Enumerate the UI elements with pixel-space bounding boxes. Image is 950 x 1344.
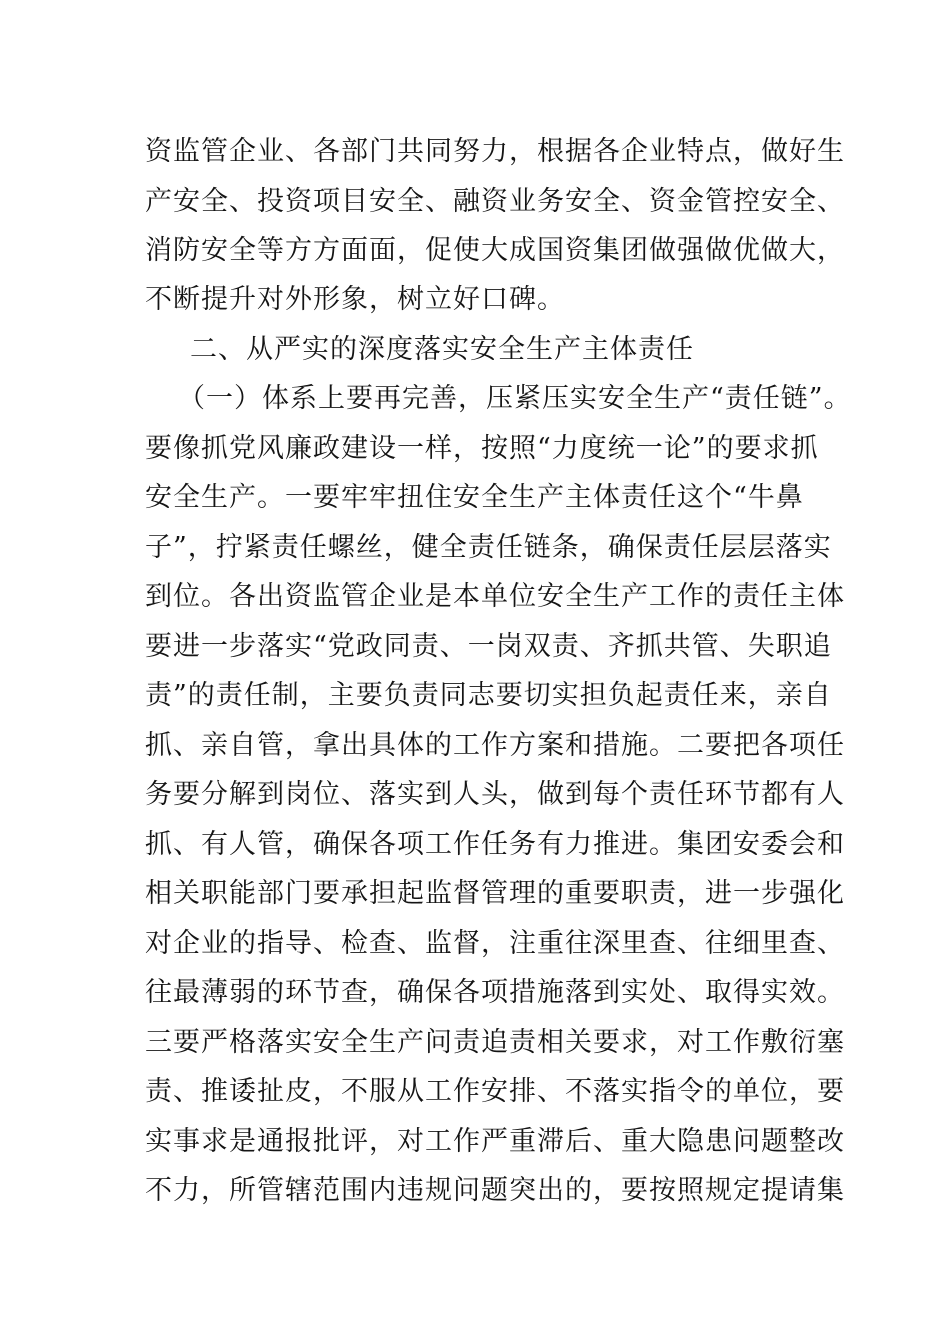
paragraph-line: 务要分解到岗位、落实到人头，做到每个责任环节都有人: [145, 779, 845, 810]
subsection-heading-line: （一）体系上要再完善，压紧压实安全生产“责任链”。: [178, 383, 852, 414]
paragraph-line: 到位。各出资监管企业是本单位安全生产工作的责任主体: [145, 581, 845, 612]
paragraph-line: 不力，所管辖范围内违规问题突出的，要按照规定提请集: [145, 1175, 845, 1206]
paragraph-line: 三要严格落实安全生产问责追责相关要求，对工作敷衍塞: [145, 1027, 845, 1058]
paragraph-line: 要像抓党风廉政建设一样，按照“力度统一论”的要求抓: [145, 433, 819, 464]
paragraph-line: 要进一步落实“党政同责、一岗双责、齐抓共管、失职追: [145, 631, 832, 662]
section-heading: 二、从严实的深度落实安全生产主体责任: [190, 334, 694, 365]
paragraph-line: 不断提升对外形象，树立好口碑。: [145, 284, 565, 315]
paragraph-line: 责”的责任制，主要负责同志要切实担负起责任来，亲自: [145, 680, 832, 711]
paragraph-line: 实事求是通报批评，对工作严重滞后、重大隐患问题整改: [145, 1126, 845, 1157]
paragraph-line: 消防安全等方方面面，促使大成国资集团做强做优做大，: [145, 235, 845, 266]
paragraph-line: 对企业的指导、检查、监督，注重往深里查、往细里查、: [145, 928, 845, 959]
paragraph-line: 安全生产。一要牢牢扭住安全生产主体责任这个“牛鼻: [145, 482, 804, 513]
paragraph-line: 抓、有人管，确保各项工作任务有力推进。集团安委会和: [145, 829, 845, 860]
paragraph-line: 责、推诿扯皮，不服从工作安排、不落实指令的单位，要: [145, 1076, 845, 1107]
paragraph-line: 相关职能部门要承担起监督管理的重要职责，进一步强化: [145, 878, 845, 909]
paragraph-line: 往最薄弱的环节查，确保各项措施落到实处、取得实效。: [145, 977, 845, 1008]
paragraph-line: 子”，拧紧责任螺丝，健全责任链条，确保责任层层落实: [145, 532, 832, 563]
paragraph-line: 产安全、投资项目安全、融资业务安全、资金管控安全、: [145, 186, 845, 217]
paragraph-line: 资监管企业、各部门共同努力，根据各企业特点，做好生: [145, 136, 845, 167]
paragraph-line: 抓、亲自管，拿出具体的工作方案和措施。二要把各项任: [145, 730, 845, 761]
